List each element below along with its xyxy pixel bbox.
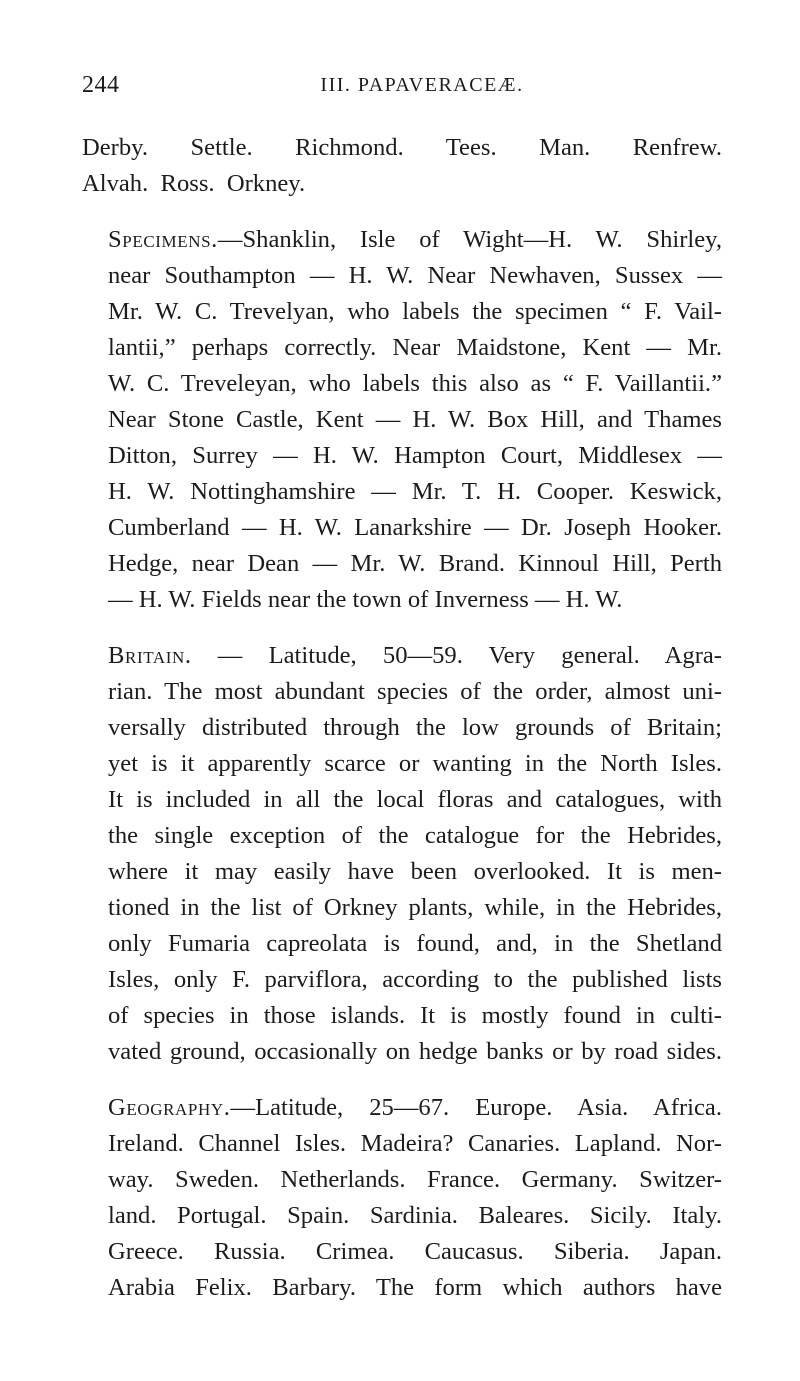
text-line: Derby. Settle. Richmond. Tees. Man. Renfrew.	[82, 134, 722, 161]
text-line: Alvah. Ross. Orkney.	[82, 170, 306, 197]
text-line: It is included in all the local floras and catalogues, with	[108, 786, 722, 813]
text-line: W. C. Treveleyan, who labels this also as “ F. Vaillantii.”	[108, 370, 722, 397]
text-line: versally distributed through the low grounds of Britain;	[108, 714, 722, 741]
section-heading-specimens: Specimens.	[108, 226, 218, 253]
text-line: vated ground, occasionally on hedge banks or by road sides.	[108, 1038, 722, 1065]
text-line: Greece. Russia. Crimea. Caucasus. Siberia. Japan.	[108, 1238, 722, 1265]
text-line: way. Sweden. Netherlands. France. Germany. Switzer-	[108, 1166, 722, 1193]
text-line: near Southampton — H. W. Near Newhaven, Sussex —	[108, 262, 722, 289]
text-line: — H. W. Fields near the town of Inverness — H. W.	[108, 586, 623, 613]
text-line: Near Stone Castle, Kent — H. W. Box Hill, and Thames	[108, 406, 722, 433]
text-line: Arabia Felix. Barbary. The form which authors have	[108, 1274, 722, 1301]
text-line: Ditton, Surrey — H. W. Hampton Court, Middlesex —	[108, 442, 722, 469]
text-line: yet is it apparently scarce or wanting in the North Isles.	[108, 750, 722, 777]
text-line: Specimens.—Shanklin, Isle of Wight—H. W. Shirley,	[108, 226, 722, 253]
page-number: 244	[82, 72, 120, 98]
text-line: lantii,” perhaps correctly. Near Maidstone, Kent — Mr.	[108, 334, 722, 361]
text-line: the single exception of the catalogue for the Hebrides,	[108, 822, 722, 849]
specimens-paragraph	[82, 222, 722, 618]
text-line: rian. The most abundant species of the order, almost uni-	[108, 678, 722, 705]
text-line: Ireland. Channel Isles. Madeira? Canaries. Lapland. Nor-	[108, 1130, 722, 1157]
text-line: Isles, only F. parviflora, according to the published lists	[108, 966, 722, 993]
text-line: Mr. W. C. Trevelyan, who labels the specimen “ F. Vail-	[108, 298, 722, 325]
geography-paragraph	[82, 1090, 722, 1306]
text-line: Britain. — Latitude, 50—59. Very general. Agra-	[108, 642, 722, 669]
running-head	[82, 72, 722, 112]
text-line: Cumberland — H. W. Lanarkshire — Dr. Joseph Hooker.	[108, 514, 722, 541]
text-line: Geography.—Latitude, 25—67. Europe. Asia. Africa.	[108, 1094, 722, 1121]
text-line: H. W. Nottinghamshire — Mr. T. H. Cooper. Keswick,	[108, 478, 722, 505]
intro-paragraph	[82, 130, 722, 202]
running-title: III. PAPAVERACEÆ.	[320, 74, 524, 96]
section-heading-geography: Geography.	[108, 1094, 231, 1121]
book-page	[82, 72, 722, 1306]
text-line: Hedge, near Dean — Mr. W. Brand. Kinnoul Hill, Perth	[108, 550, 722, 577]
text-line: of species in those islands. It is mostly found in culti-	[108, 1002, 722, 1029]
text-line: tioned in the list of Orkney plants, while, in the Hebrides,	[108, 894, 722, 921]
text-line: where it may easily have been overlooked. It is men-	[108, 858, 722, 885]
section-heading-britain: Britain.	[108, 642, 192, 669]
text-line: land. Portugal. Spain. Sardinia. Baleares. Sicily. Italy.	[108, 1202, 722, 1229]
text-line: only Fumaria capreolata is found, and, in the Shetland	[108, 930, 722, 957]
britain-paragraph	[82, 638, 722, 1070]
